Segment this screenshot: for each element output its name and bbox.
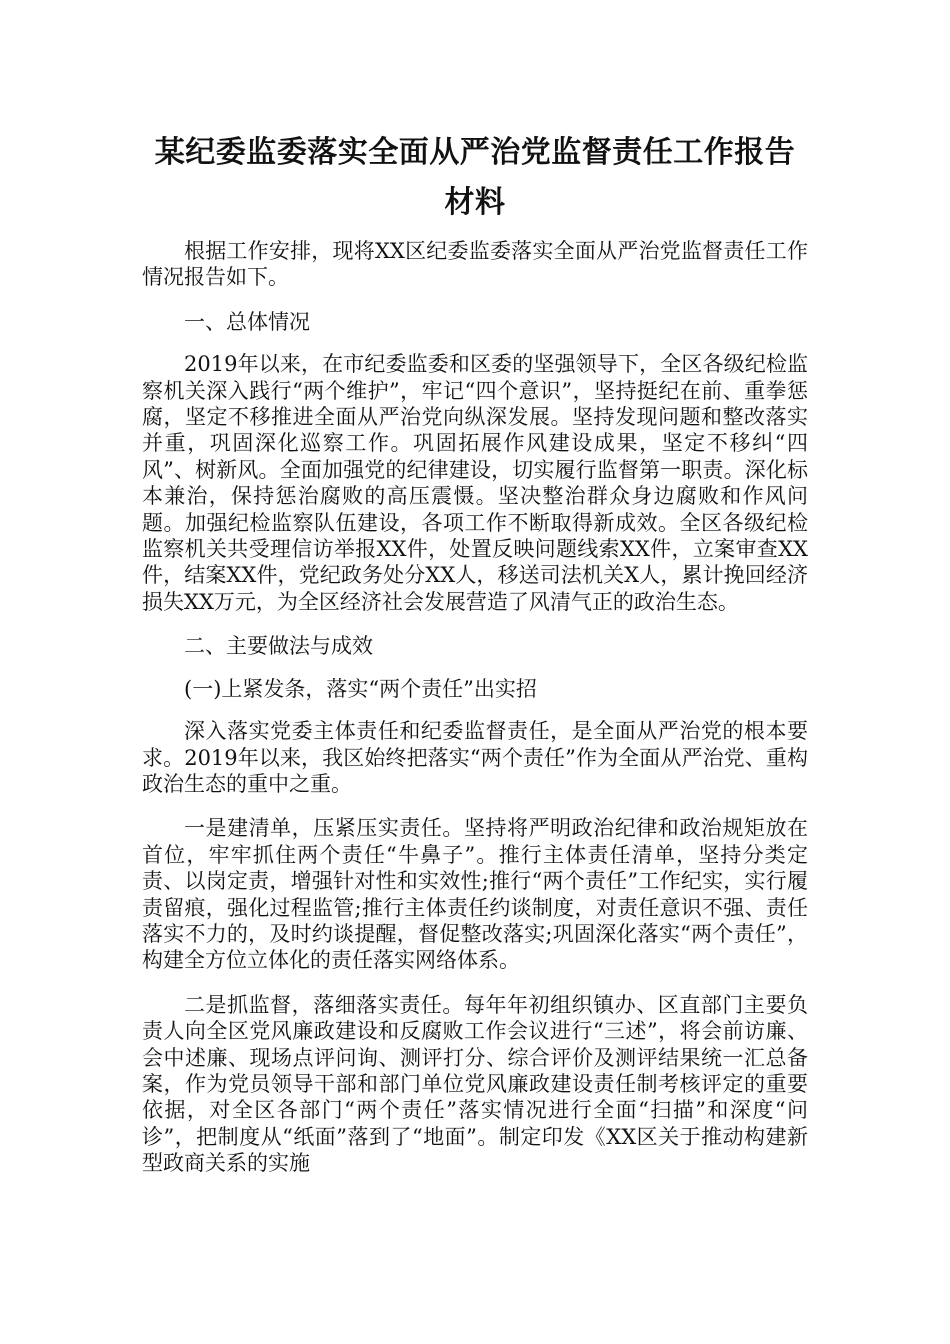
- document-body: [142, 238, 808, 1195]
- intro-paragraph: 根据工作安排，现将XX区纪委监委落实全面从严治党监督责任工作情况报告如下。: [142, 239, 808, 290]
- section-heading-overview: 一、总体情况: [184, 309, 310, 334]
- subsection-heading-responsibility: (一)上紧发条，落实“两个责任”出实招: [184, 676, 537, 701]
- responsibility-paragraph: 深入落实党委主体责任和纪委监督责任，是全面从严治党的根本要求。2019年以来，我区始终把落实“两个责任”作为全面从严治党、重构政治生态的重中之重。: [142, 719, 808, 796]
- section-heading-measures: 二、主要做法与成效: [184, 634, 373, 659]
- overview-paragraph: 2019年以来，在市纪委监委和区委的坚强领导下，全区各级纪检监察机关深入践行“两个维护”，牢记“四个意识”，坚持挺纪在前、重拳惩腐，坚定不移推进全面从严治党向纵深发展。坚持发现问题和整改落实并重，巩固深化巡察工作。巩固拓展作风建设成果，坚定不移纠“四风”、树新风。全面加强党的纪律建设，切实履行监督第一职责。深化标本兼治，保持惩治腐败的高压震慑。坚决整治群众身边腐败和作风问题。加强纪检监察队伍建设，各项工作不断取得新成效。全区各级纪检监察机关共受理信访举报XX件，处置反映问题线索XX件，立案审查XX件，结案XX件，党纪政务处分XX人，移送司法机关X人，累计挽回经济损失XX万元，为全区经济社会发展营造了风清气正的政治生态。: [142, 352, 808, 614]
- document-title: 某纪委监委落实全面从严治党监督责任工作报告材料: [154, 135, 796, 220]
- checklist-paragraph: 一是建清单，压紧压实责任。坚持将严明政治纪律和政治规矩放在首位，牢牢抓住两个责任“牛鼻子”。推行主体责任清单，坚持分类定责、以岗定责，增强针对性和实效性;推行“两个责任”工作纪实，实行履责留痕，强化过程监管;推行主体责任约谈制度，对责任意识不强、责任落实不力的，及时约谈提醒，督促整改落实;巩固深化落实“两个责任”，构建全方位立体化的责任落实网络体系。: [142, 816, 808, 973]
- supervision-paragraph: 二是抓监督，落细落实责任。每年年初组织镇办、区直部门主要负责人向全区党风廉政建设和反腐败工作会议进行“三述”，将会前访廉、会中述廉、现场点评问询、测评打分、综合评价及测评结果统一汇总备案，作为党员领导干部和部门单位党风廉政建设责任制考核评定的重要依据，对全区各部门“两个责任”落实情况进行全面“扫描”和深度“问诊”，把制度从“纸面”落到了“地面”。制定印发《XX区关于推动构建新型政商关系的实施: [142, 992, 808, 1176]
